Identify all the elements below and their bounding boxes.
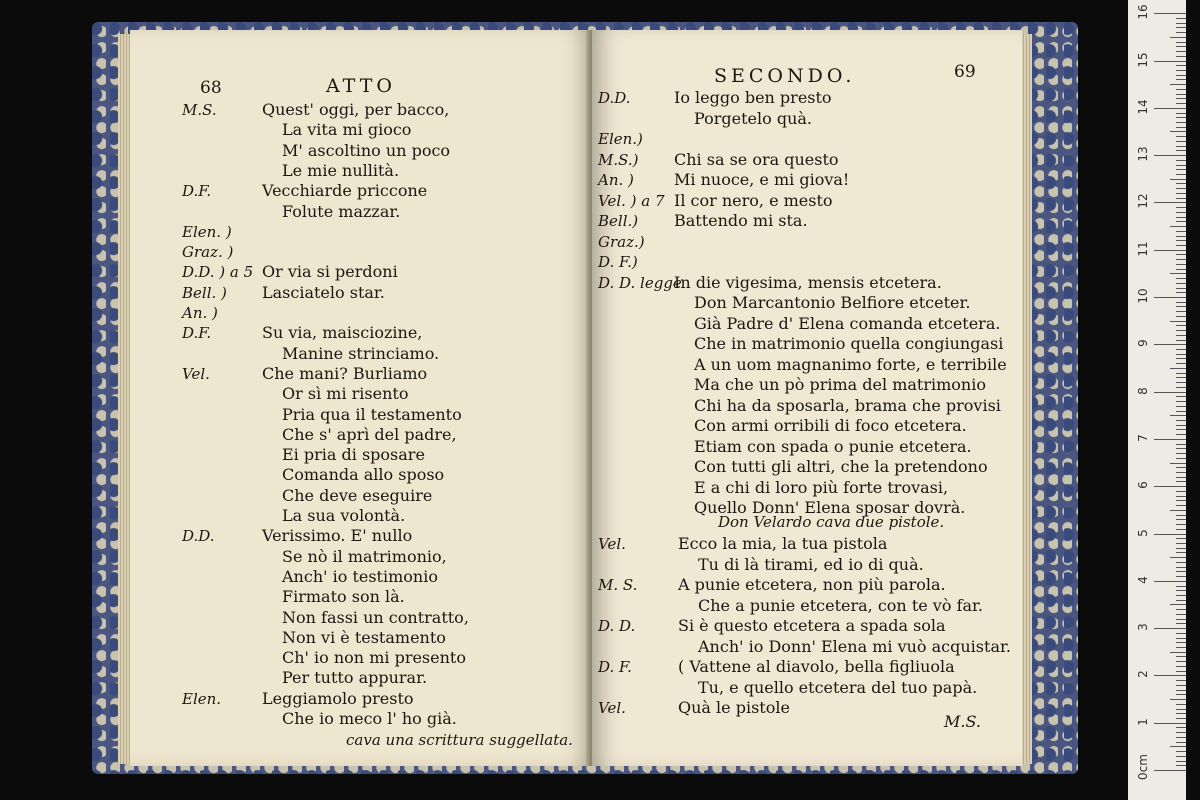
ruler-minor-tick bbox=[1176, 704, 1186, 705]
verse-line: Pria qua il testamento bbox=[282, 404, 462, 424]
page-number: 69 bbox=[954, 62, 976, 82]
ruler-minor-tick bbox=[1176, 174, 1186, 175]
ruler-minor-tick bbox=[1176, 212, 1186, 213]
ruler-minor-tick bbox=[1176, 742, 1186, 743]
ruler-minor-tick bbox=[1176, 685, 1186, 686]
ruler-minor-tick bbox=[1176, 600, 1186, 601]
ruler-number: 14 bbox=[1136, 99, 1150, 115]
ruler-tick bbox=[1154, 486, 1186, 487]
ruler-minor-tick bbox=[1176, 89, 1186, 90]
ruler-number: 0cm bbox=[1136, 754, 1150, 780]
measuring-ruler bbox=[1128, 0, 1186, 800]
verse-line: Vecchiarde priccone bbox=[262, 181, 428, 201]
ruler-minor-tick bbox=[1176, 340, 1186, 341]
verse-line: Quello Donn' Elena sposar dovrà. bbox=[694, 498, 966, 517]
verse-line: Ecco la mia, la tua pistola bbox=[678, 534, 888, 553]
ruler-minor-tick bbox=[1176, 330, 1186, 331]
ruler-minor-tick bbox=[1176, 354, 1186, 355]
ruler-minor-tick bbox=[1176, 401, 1186, 402]
ruler-minor-tick bbox=[1170, 557, 1186, 558]
ruler-minor-tick bbox=[1176, 302, 1186, 303]
ruler-minor-tick bbox=[1176, 32, 1186, 33]
ruler-minor-tick bbox=[1176, 316, 1186, 317]
speaker-label: Vel. bbox=[598, 535, 626, 553]
ruler-minor-tick bbox=[1176, 429, 1186, 430]
ruler-minor-tick bbox=[1176, 221, 1186, 222]
page-number: 68 bbox=[200, 78, 222, 98]
speaker-label: An. ) bbox=[598, 171, 634, 189]
verse-line: Il cor nero, e mesto bbox=[674, 190, 833, 210]
ruler-minor-tick bbox=[1176, 727, 1186, 728]
ruler-number: 1 bbox=[1136, 717, 1150, 726]
ruler-tick bbox=[1154, 108, 1186, 109]
catchword: M.S. bbox=[944, 712, 981, 731]
ruler-minor-tick bbox=[1176, 42, 1186, 43]
ruler-minor-tick bbox=[1176, 236, 1186, 237]
ruler-minor-tick bbox=[1176, 496, 1186, 497]
verse-line: Porgetelo quà. bbox=[694, 108, 813, 128]
stage-direction: cava una scrittura suggellata. bbox=[346, 731, 573, 749]
ruler-minor-tick bbox=[1176, 335, 1186, 336]
verse-line: Le mie nullità. bbox=[282, 160, 400, 180]
speaker-label: D.D. ) a 5 bbox=[182, 263, 254, 282]
ruler-minor-tick bbox=[1176, 420, 1186, 421]
speaker-label: Elen. ) bbox=[182, 222, 232, 241]
speaker-label: Vel. bbox=[598, 699, 626, 717]
ruler-minor-tick bbox=[1176, 113, 1186, 114]
verse-line: M' ascoltino un poco bbox=[282, 140, 451, 160]
verse-line: Battendo mi sta. bbox=[674, 211, 808, 230]
verse-line: ( Vattene al diavolo, bella figliuola bbox=[678, 657, 955, 676]
ruler-minor-tick bbox=[1176, 751, 1186, 752]
ruler-number: 15 bbox=[1136, 51, 1150, 68]
verse-line: A punie etcetera, non più parola. bbox=[678, 575, 946, 594]
stage-direction: Don Velardo cava due pistole. bbox=[718, 513, 945, 531]
ruler-minor-tick bbox=[1176, 481, 1186, 482]
speaker-label: Vel. ) a 7 bbox=[598, 191, 665, 210]
ruler-minor-tick bbox=[1176, 150, 1186, 151]
verse-line: Anch' io testimonio bbox=[282, 566, 438, 586]
ruler-minor-tick bbox=[1176, 472, 1186, 473]
right-page bbox=[592, 30, 1022, 766]
ruler-minor-tick bbox=[1176, 548, 1186, 549]
ruler-minor-tick bbox=[1176, 18, 1186, 19]
verse-line: Che s' aprì del padre, bbox=[282, 424, 457, 444]
ruler-minor-tick bbox=[1176, 638, 1186, 639]
ruler-minor-tick bbox=[1176, 278, 1186, 279]
verse-line: Che deve eseguire bbox=[282, 485, 433, 505]
speaker-label: Elen.) bbox=[598, 130, 643, 148]
verse-line: Già Padre d' Elena comanda etcetera. bbox=[694, 313, 1001, 333]
ruler-minor-tick bbox=[1176, 325, 1186, 326]
ruler-number: 9 bbox=[1136, 339, 1150, 348]
speaker-label: M.S.) bbox=[598, 150, 639, 169]
verse-line: Per tutto appurar. bbox=[282, 668, 428, 688]
verse-line: Si è questo etcetera a spada sola bbox=[678, 616, 946, 635]
ruler-minor-tick bbox=[1170, 84, 1186, 85]
ruler-number: 4 bbox=[1136, 575, 1150, 584]
ruler-minor-tick bbox=[1176, 661, 1186, 662]
verse-line: Tu, e quello etcetera del tuo papà. bbox=[698, 677, 978, 697]
verse-line: La sua volontà. bbox=[282, 506, 406, 525]
verse-line: Verissimo. E' nullo bbox=[262, 526, 413, 546]
running-header: SECONDO. bbox=[714, 65, 856, 87]
ruler-minor-tick bbox=[1170, 652, 1186, 653]
ruler-minor-tick bbox=[1176, 595, 1186, 596]
verse-line: Non vi è testamento bbox=[282, 627, 446, 647]
verse-line: Io leggo ben presto bbox=[674, 88, 832, 107]
ruler-minor-tick bbox=[1170, 510, 1186, 511]
ruler-minor-tick bbox=[1176, 590, 1186, 591]
ruler-minor-tick bbox=[1170, 321, 1186, 322]
verse-line: Or via si perdoni bbox=[262, 262, 398, 282]
verse-line: Leggiamolo presto bbox=[262, 688, 414, 708]
ruler-minor-tick bbox=[1176, 458, 1186, 459]
ruler-minor-tick bbox=[1176, 619, 1186, 620]
ruler-minor-tick bbox=[1176, 306, 1186, 307]
verse-line: La vita mi gioco bbox=[282, 120, 412, 140]
ruler-minor-tick bbox=[1176, 387, 1186, 388]
ruler-minor-tick bbox=[1170, 368, 1186, 369]
verse-line: Quest' oggi, per bacco, bbox=[262, 100, 450, 119]
ruler-minor-tick bbox=[1176, 188, 1186, 189]
ruler-minor-tick bbox=[1176, 524, 1186, 525]
ruler-minor-tick bbox=[1176, 396, 1186, 397]
ruler-minor-tick bbox=[1176, 576, 1186, 577]
ruler-minor-tick bbox=[1176, 254, 1186, 255]
speaker-label: Vel. bbox=[182, 364, 210, 383]
ruler-minor-tick bbox=[1176, 477, 1186, 478]
ruler-tick bbox=[1154, 13, 1186, 14]
ruler-minor-tick bbox=[1176, 283, 1186, 284]
verse-line: Folute mazzar. bbox=[282, 201, 401, 221]
ruler-minor-tick bbox=[1176, 70, 1186, 71]
ruler-minor-tick bbox=[1176, 382, 1186, 383]
ruler-tick bbox=[1154, 344, 1186, 345]
ruler-minor-tick bbox=[1176, 363, 1186, 364]
verse-line: Chi sa se ora questo bbox=[674, 149, 839, 169]
ruler-minor-tick bbox=[1176, 240, 1186, 241]
ruler-minor-tick bbox=[1176, 103, 1186, 104]
ruler-minor-tick bbox=[1176, 411, 1186, 412]
ruler-minor-tick bbox=[1176, 46, 1186, 47]
speaker-label: Bell. ) bbox=[182, 283, 227, 302]
ruler-minor-tick bbox=[1176, 288, 1186, 289]
ruler-number: 2 bbox=[1136, 670, 1150, 679]
verse-line: Comanda allo sposo bbox=[282, 465, 445, 485]
ruler-number: 16 bbox=[1136, 4, 1150, 20]
ruler-minor-tick bbox=[1176, 515, 1186, 516]
ruler-tick bbox=[1154, 534, 1186, 535]
ruler-minor-tick bbox=[1176, 198, 1186, 199]
ruler-minor-tick bbox=[1176, 761, 1186, 762]
verse-line: Etiam con spada o punie etcetera. bbox=[694, 436, 972, 456]
ruler-minor-tick bbox=[1176, 718, 1186, 719]
ruler-tick bbox=[1154, 628, 1186, 629]
ruler-minor-tick bbox=[1176, 732, 1186, 733]
speaker-label: M.S. bbox=[182, 101, 217, 119]
ruler-minor-tick bbox=[1176, 136, 1186, 137]
ruler-minor-tick bbox=[1170, 131, 1186, 132]
verse-line: Don Marcantonio Belfiore etceter. bbox=[694, 293, 971, 312]
ruler-minor-tick bbox=[1176, 264, 1186, 265]
ruler-minor-tick bbox=[1176, 349, 1186, 350]
ruler-minor-tick bbox=[1170, 463, 1186, 464]
verse-line: A un uom magnanimo forte, e terribile bbox=[694, 354, 1007, 374]
verse-line: Ma che un pò prima del matrimonio bbox=[694, 375, 986, 394]
ruler-minor-tick bbox=[1176, 666, 1186, 667]
ruler-minor-tick bbox=[1176, 586, 1186, 587]
ruler-number: 12 bbox=[1136, 193, 1150, 210]
ruler-number: 8 bbox=[1136, 386, 1150, 395]
ruler-minor-tick bbox=[1176, 183, 1186, 184]
ruler-minor-tick bbox=[1176, 117, 1186, 118]
verse-line: Con tutti gli altri, che la pretendono bbox=[694, 457, 988, 476]
ruler-minor-tick bbox=[1176, 406, 1186, 407]
ruler-minor-tick bbox=[1176, 694, 1186, 695]
ruler-number: 7 bbox=[1136, 434, 1150, 442]
ruler-minor-tick bbox=[1176, 377, 1186, 378]
ruler-minor-tick bbox=[1176, 756, 1186, 757]
ruler-minor-tick bbox=[1170, 37, 1186, 38]
speaker-label: An. ) bbox=[182, 304, 218, 322]
ruler-tick bbox=[1154, 202, 1186, 203]
ruler-minor-tick bbox=[1176, 358, 1186, 359]
ruler-minor-tick bbox=[1176, 425, 1186, 426]
speaker-label: D.D. bbox=[182, 527, 215, 546]
ruler-minor-tick bbox=[1176, 434, 1186, 435]
ruler-number: 5 bbox=[1136, 528, 1150, 537]
ruler-minor-tick bbox=[1176, 373, 1186, 374]
ruler-minor-tick bbox=[1176, 269, 1186, 270]
ruler-minor-tick bbox=[1176, 292, 1186, 293]
ruler-minor-tick bbox=[1170, 179, 1186, 180]
speaker-label: D. F.) bbox=[598, 253, 638, 271]
ruler-tick bbox=[1154, 297, 1186, 298]
ruler-minor-tick bbox=[1176, 207, 1186, 208]
ruler-minor-tick bbox=[1176, 500, 1186, 501]
ruler-minor-tick bbox=[1176, 453, 1186, 454]
ruler-minor-tick bbox=[1176, 713, 1186, 714]
ruler-minor-tick bbox=[1176, 141, 1186, 142]
ruler-minor-tick bbox=[1176, 633, 1186, 634]
ruler-minor-tick bbox=[1176, 169, 1186, 170]
ruler-minor-tick bbox=[1176, 505, 1186, 506]
speaker-label: D.F. bbox=[182, 182, 212, 201]
ruler-minor-tick bbox=[1176, 94, 1186, 95]
verse-line: E a chi di loro più forte trovasi, bbox=[694, 477, 949, 497]
speaker-label: Graz. ) bbox=[182, 243, 234, 262]
ruler-minor-tick bbox=[1176, 127, 1186, 128]
ruler-minor-tick bbox=[1176, 165, 1186, 166]
ruler-minor-tick bbox=[1170, 604, 1186, 605]
ruler-minor-tick bbox=[1176, 562, 1186, 563]
ruler-minor-tick bbox=[1170, 746, 1186, 747]
speaker-label: D.D. bbox=[598, 89, 631, 107]
ruler-minor-tick bbox=[1176, 571, 1186, 572]
ruler-minor-tick bbox=[1176, 647, 1186, 648]
verse-line: Firmato son là. bbox=[282, 587, 405, 607]
verse-line: Mi nuoce, e mi giova! bbox=[674, 170, 850, 189]
verse-line: Su via, maisciozine, bbox=[262, 323, 423, 343]
ruler-tick bbox=[1154, 723, 1186, 724]
ruler-tick bbox=[1154, 61, 1186, 62]
ruler-minor-tick bbox=[1176, 122, 1186, 123]
ruler-minor-tick bbox=[1176, 27, 1186, 28]
ruler-minor-tick bbox=[1176, 193, 1186, 194]
ruler-minor-tick bbox=[1176, 146, 1186, 147]
verse-line: Che mani? Burliamo bbox=[262, 363, 428, 383]
ruler-number: 11 bbox=[1136, 241, 1150, 257]
left-page bbox=[130, 30, 592, 766]
ruler-minor-tick bbox=[1176, 231, 1186, 232]
ruler-tick bbox=[1154, 675, 1186, 676]
ruler-minor-tick bbox=[1176, 467, 1186, 468]
speaker-label: D.F. bbox=[182, 324, 212, 343]
ruler-minor-tick bbox=[1176, 614, 1186, 615]
ruler-minor-tick bbox=[1176, 75, 1186, 76]
verse-line: Manine strinciamo. bbox=[282, 343, 440, 363]
verse-line: Quà le pistole bbox=[678, 698, 790, 717]
speaker-label: D. F. bbox=[598, 658, 632, 676]
speaker-label: Graz.) bbox=[598, 232, 645, 251]
ruler-tick bbox=[1154, 581, 1186, 582]
speaker-label: M. S. bbox=[598, 576, 638, 594]
verse-line: Chi ha da sposarla, brama che provisi bbox=[694, 395, 1001, 415]
ruler-tick bbox=[1154, 250, 1186, 251]
verse-line: Che io meco l' ho già. bbox=[282, 709, 457, 728]
ruler-minor-tick bbox=[1176, 671, 1186, 672]
ruler-tick bbox=[1154, 770, 1186, 771]
ruler-minor-tick bbox=[1176, 609, 1186, 610]
ruler-number: 6 bbox=[1136, 481, 1150, 490]
running-header: ATTO bbox=[326, 75, 396, 97]
ruler-minor-tick bbox=[1176, 448, 1186, 449]
ruler-minor-tick bbox=[1176, 245, 1186, 246]
ruler-minor-tick bbox=[1176, 538, 1186, 539]
ruler-minor-tick bbox=[1176, 519, 1186, 520]
verse-line: Che a punie etcetera, con te vò far. bbox=[698, 595, 983, 615]
verse-line: Con armi orribili di foco etcetera. bbox=[694, 416, 967, 435]
ruler-minor-tick bbox=[1170, 699, 1186, 700]
ruler-minor-tick bbox=[1176, 543, 1186, 544]
ruler-minor-tick bbox=[1176, 552, 1186, 553]
verse-line: Non fassi un contratto, bbox=[282, 607, 469, 627]
verse-line: Che in matrimonio quella congiungasi bbox=[694, 334, 1004, 353]
ruler-tick bbox=[1154, 392, 1186, 393]
ruler-minor-tick bbox=[1176, 529, 1186, 530]
ruler-number: 3 bbox=[1136, 623, 1150, 631]
speaker-label: D. D. bbox=[598, 617, 636, 635]
ruler-minor-tick bbox=[1170, 226, 1186, 227]
ruler-minor-tick bbox=[1176, 56, 1186, 57]
verse-line: Ei pria di sposare bbox=[282, 445, 425, 465]
verse-line: Tu di là tirami, ed io di quà. bbox=[698, 554, 924, 574]
speaker-label: D. D. legge bbox=[598, 273, 682, 292]
verse-line: Lasciatelo star. bbox=[262, 282, 385, 302]
verse-line: Ch' io non mi presento bbox=[282, 648, 466, 668]
ruler-minor-tick bbox=[1176, 51, 1186, 52]
ruler-minor-tick bbox=[1176, 709, 1186, 710]
ruler-minor-tick bbox=[1176, 98, 1186, 99]
ruler-minor-tick bbox=[1176, 217, 1186, 218]
ruler-minor-tick bbox=[1176, 567, 1186, 568]
ruler-number: 10 bbox=[1136, 288, 1150, 304]
ruler-minor-tick bbox=[1176, 79, 1186, 80]
ruler-number: 13 bbox=[1136, 146, 1150, 162]
ruler-minor-tick bbox=[1176, 690, 1186, 691]
ruler-minor-tick bbox=[1176, 737, 1186, 738]
ruler-minor-tick bbox=[1176, 444, 1186, 445]
ruler-minor-tick bbox=[1176, 623, 1186, 624]
ruler-minor-tick bbox=[1176, 23, 1186, 24]
verse-line: Anch' io Donn' Elena mi vuò acquistar. bbox=[698, 636, 1011, 656]
ruler-tick bbox=[1154, 439, 1186, 440]
ruler-minor-tick bbox=[1176, 311, 1186, 312]
ruler-minor-tick bbox=[1176, 765, 1186, 766]
verse-line: Se nò il matrimonio, bbox=[282, 546, 447, 566]
speaker-label: Elen. bbox=[182, 689, 222, 708]
ruler-minor-tick bbox=[1176, 680, 1186, 681]
ruler-minor-tick bbox=[1170, 273, 1186, 274]
ruler-minor-tick bbox=[1176, 160, 1186, 161]
speaker-label: Bell.) bbox=[598, 212, 639, 230]
ruler-tick bbox=[1154, 155, 1186, 156]
verse-line: Or sì mi risento bbox=[282, 384, 409, 404]
ruler-minor-tick bbox=[1176, 65, 1186, 66]
ruler-minor-tick bbox=[1176, 259, 1186, 260]
ruler-minor-tick bbox=[1176, 656, 1186, 657]
ruler-minor-tick bbox=[1176, 642, 1186, 643]
ruler-minor-tick bbox=[1170, 415, 1186, 416]
ruler-minor-tick bbox=[1176, 491, 1186, 492]
verse-line: In die vigesima, mensis etcetera. bbox=[674, 272, 942, 292]
